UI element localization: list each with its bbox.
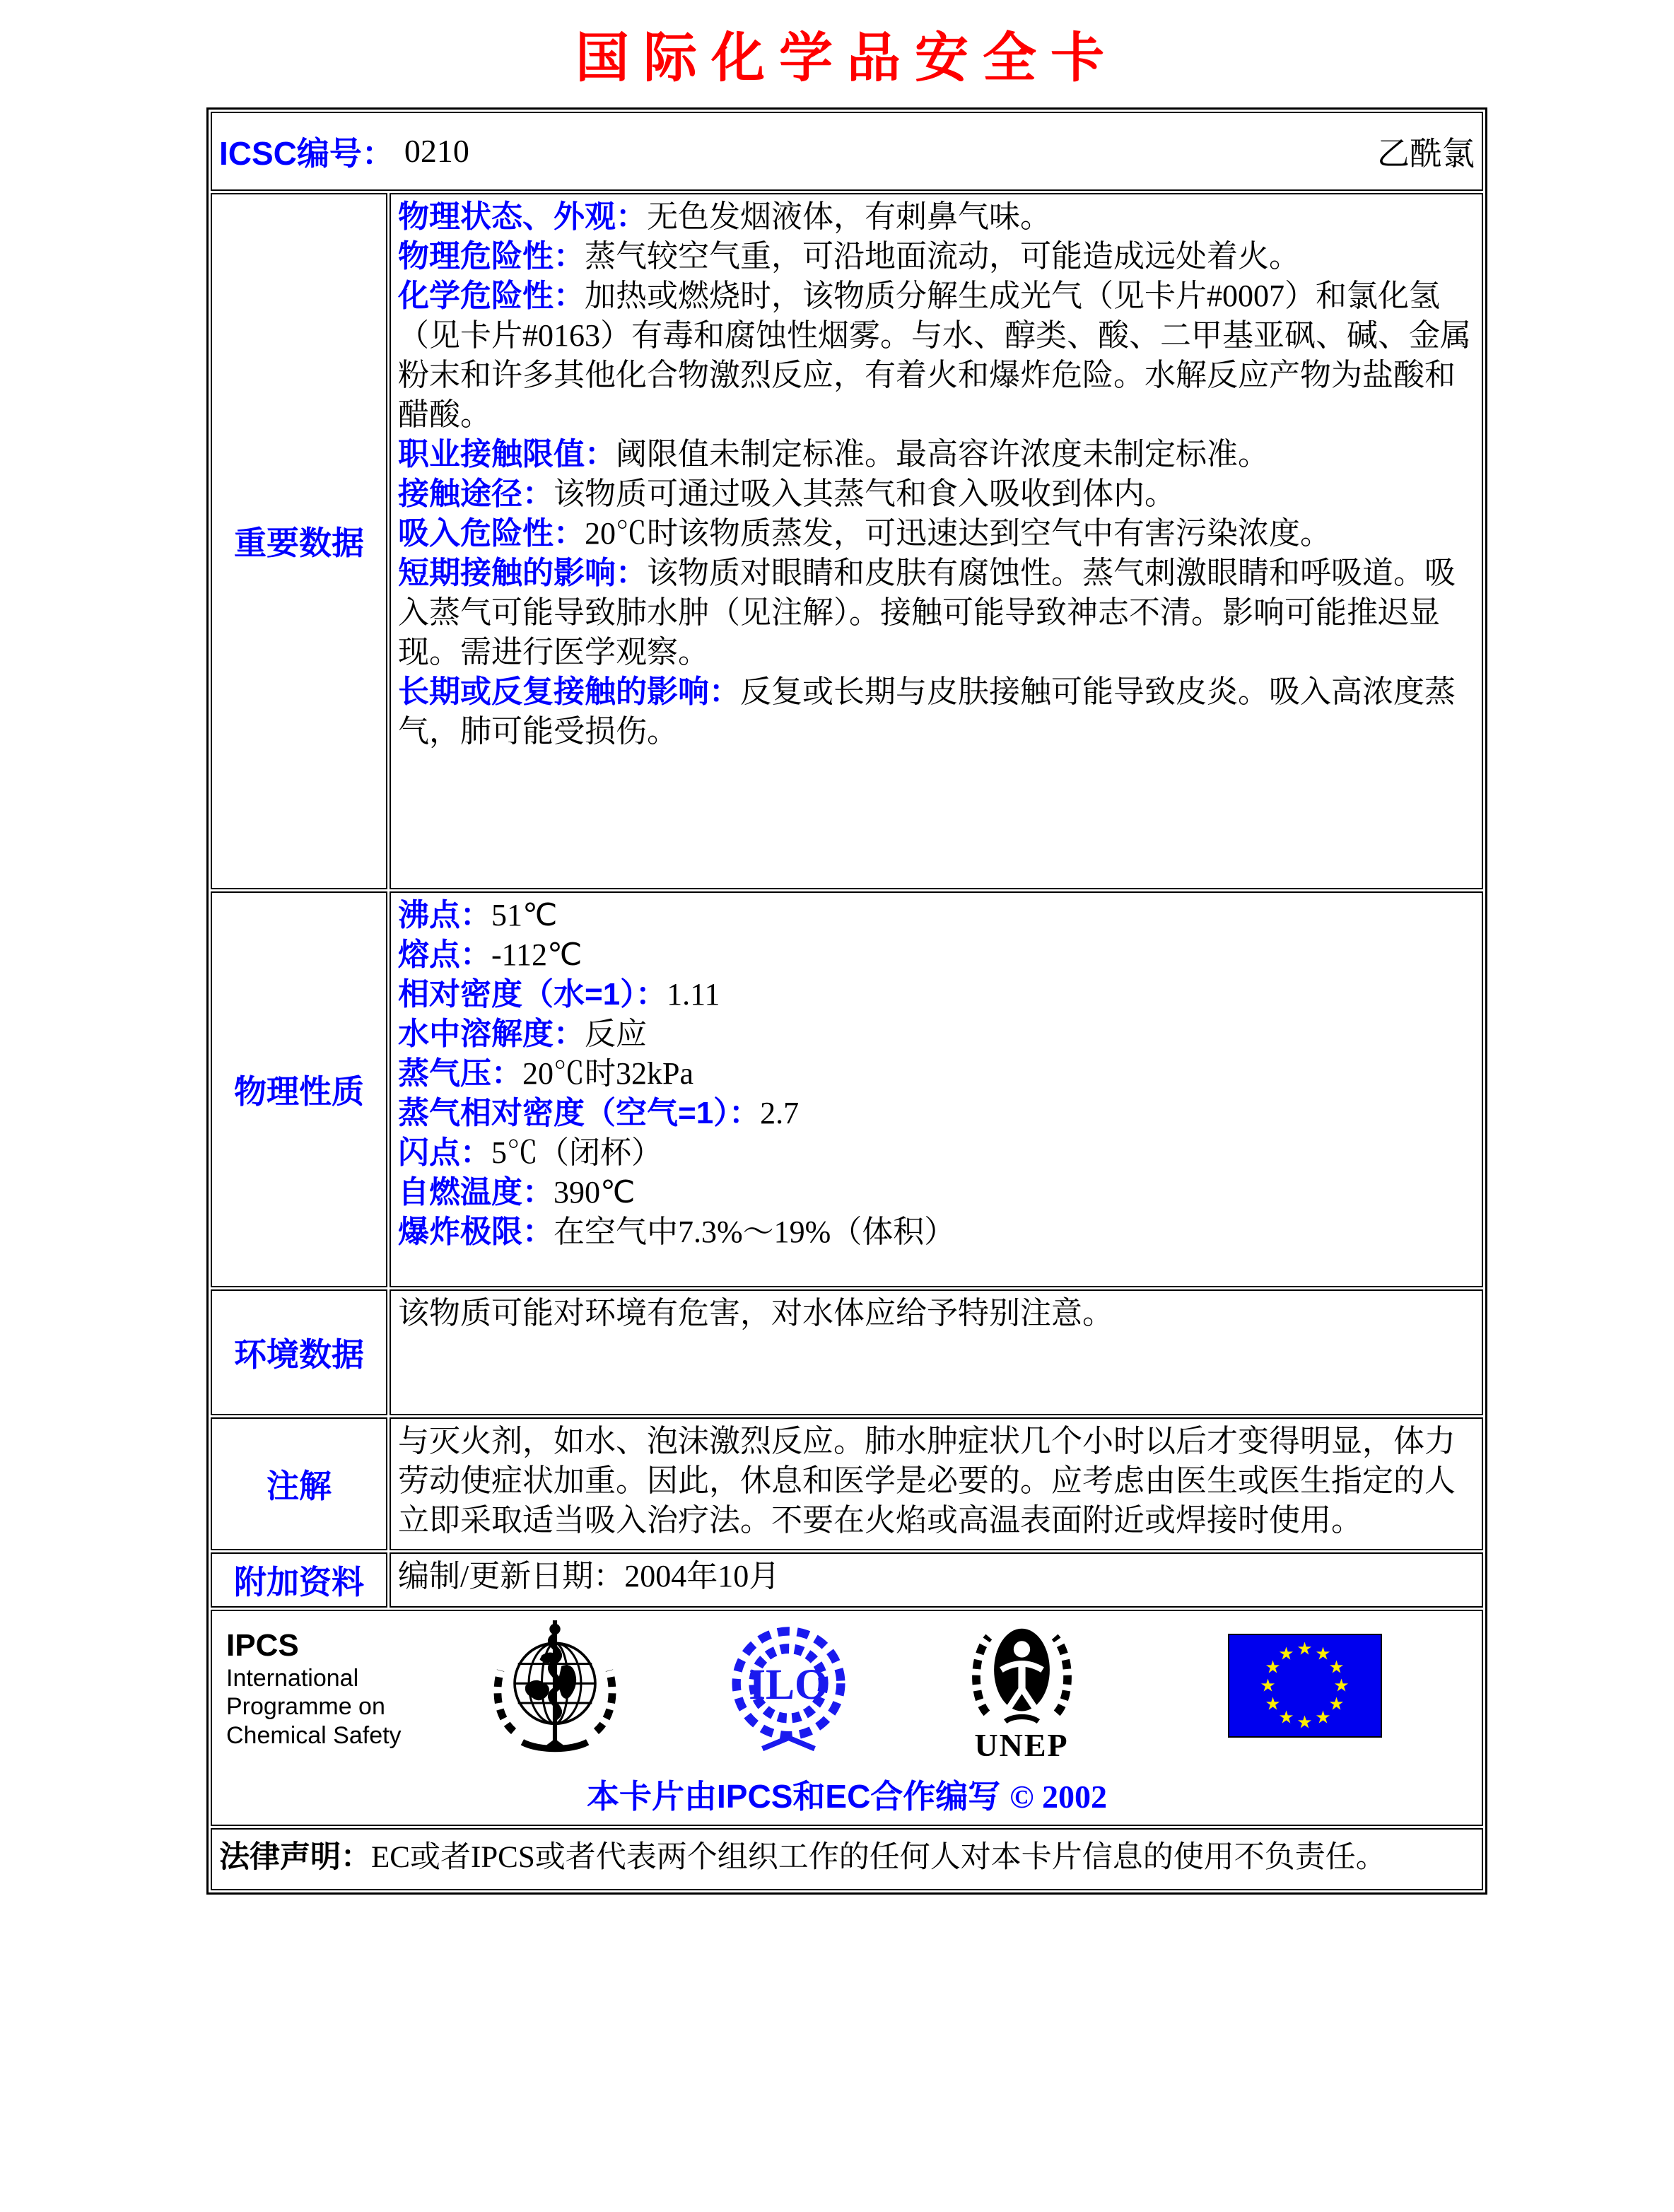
legal-row — [211, 1828, 1483, 1890]
field-row — [398, 975, 1475, 1014]
field-row — [398, 514, 1475, 554]
header-row — [211, 112, 1483, 191]
field-label: 物理危险性： — [398, 238, 585, 274]
icsc-number-label: ICSC编号： — [219, 134, 394, 172]
caption-copyright: © 2002 — [1009, 1778, 1107, 1815]
icsc-number-value: 0210 — [404, 133, 469, 170]
section-content-environmental-data: 该物质可能对环境有危害，对水体应给予特别注意。 — [390, 1289, 1483, 1415]
unep-logo-icon — [960, 1618, 1084, 1728]
section-content-important-data — [390, 193, 1483, 889]
field-value: 20℃时32kPa — [522, 1055, 693, 1091]
ilo-logo — [672, 1618, 905, 1760]
field-row — [398, 237, 1475, 276]
logos-strip — [222, 1618, 1472, 1763]
section-content-physical-properties — [390, 891, 1483, 1287]
section-row-additional-info — [211, 1552, 1483, 1608]
section-content-additional-info: 编制/更新日期：2004年10月 — [390, 1552, 1483, 1608]
icsc-card-page — [206, 30, 1487, 1895]
section-label-important-data: 重要数据 — [211, 193, 387, 889]
field-value: 加热或燃烧时，该物质分解生成光气（见卡片#0007）和氯化氢（见卡片#0163）有毒和腐蚀性烟雾。与水、醇类、酸、二甲基亚砜、碱、金属粉末和许多其他化合物激烈反应，有着火和爆炸危险。水解反应产物为盐酸和醋酸。 — [398, 278, 1471, 432]
field-value: 阈限值未制定标准。最高容许浓度未制定标准。 — [616, 436, 1269, 472]
ipcs-text-block — [222, 1618, 438, 1748]
header-cell — [211, 112, 1483, 191]
field-row — [398, 1094, 1475, 1133]
logos-cell — [211, 1610, 1483, 1826]
field-row — [398, 1173, 1475, 1212]
field-label: 吸入危险性： — [398, 515, 585, 551]
field-row — [398, 276, 1475, 435]
field-row — [398, 1133, 1475, 1173]
field-value: 在空气中7.3%～19%（体积） — [554, 1214, 956, 1249]
field-label: 化学危险性： — [398, 278, 585, 313]
field-label: 自燃温度： — [398, 1174, 554, 1210]
field-value: 51℃ — [491, 897, 558, 932]
field-row — [398, 1014, 1475, 1054]
field-label: 沸点： — [398, 897, 491, 932]
caption-text: 本卡片由IPCS和EC合作编写 — [587, 1777, 1001, 1815]
field-row — [398, 896, 1475, 935]
ipcs-line: Programme on — [226, 1693, 385, 1721]
field-label: 爆炸极限： — [398, 1214, 554, 1249]
section-label-notes: 注解 — [211, 1417, 387, 1550]
field-value: 20℃时该物质蒸发，可迅速达到空气中有害污染浓度。 — [585, 515, 1331, 551]
field-value: -112℃ — [491, 937, 583, 972]
eu-flag-icon — [1228, 1634, 1382, 1738]
field-row — [398, 672, 1475, 751]
section-label-additional-info: 附加资料 — [211, 1552, 387, 1608]
who-logo — [438, 1618, 672, 1760]
field-value: 无色发烟液体，有刺鼻气味。 — [647, 199, 1051, 234]
field-value: 5℃（闭杯） — [491, 1135, 662, 1170]
ipcs-line: International — [226, 1664, 359, 1692]
page-title: 国际化学品安全卡 — [575, 29, 1118, 88]
section-label-environmental-data: 环境数据 — [211, 1289, 387, 1415]
field-value: 反复或长期与皮肤接触可能导致皮炎。吸入高浓度蒸气，肺可能受损伤。 — [398, 674, 1456, 749]
field-label: 物理状态、外观： — [398, 199, 647, 234]
section-row-environmental-data — [211, 1289, 1483, 1415]
field-value: 1.11 — [667, 976, 720, 1012]
field-value: 蒸气较空气重，可沿地面流动，可能造成远处着火。 — [585, 238, 1300, 274]
icsc-card-table — [206, 107, 1487, 1895]
field-value: 该物质可通过吸入其蒸气和食入吸收到体内。 — [554, 476, 1176, 511]
field-label: 闪点： — [398, 1135, 491, 1170]
who-logo-icon — [488, 1618, 622, 1760]
section-label-physical-properties: 物理性质 — [211, 891, 387, 1287]
field-label: 接触途径： — [398, 476, 554, 511]
legal-text: EC或者IPCS或者代表两个组织工作的任何人对本卡片信息的使用不负责任。 — [371, 1840, 1386, 1874]
eu-flag — [1138, 1618, 1472, 1738]
section-row-important-data — [211, 193, 1483, 889]
field-row — [398, 935, 1475, 975]
field-value: 反应 — [585, 1016, 647, 1051]
logos-row — [211, 1610, 1483, 1826]
field-row — [398, 197, 1475, 237]
ipcs-name: IPCS — [226, 1627, 299, 1663]
field-label: 蒸气压： — [398, 1055, 522, 1091]
section-row-physical-properties — [211, 891, 1483, 1287]
field-row — [398, 435, 1475, 474]
field-label: 长期或反复接触的影响： — [398, 674, 740, 709]
unep-logo — [905, 1618, 1138, 1762]
icsc-number-group — [219, 128, 469, 175]
field-label: 相对密度（水=1）： — [398, 976, 667, 1012]
field-row — [398, 474, 1475, 514]
field-label: 水中溶解度： — [398, 1016, 585, 1051]
ipcs-line: Chemical Safety — [226, 1722, 402, 1750]
section-content-notes: 与灭火剂，如水、泡沫激烈反应。肺水肿症状几个小时以后才变得明显，体力劳动使症状加重。因此，休息和医学是必要的。应考虑由医生或医生指定的人立即采取适当吸入治疗法。不要在火焰或高温表面附近或焊接时使用。 — [390, 1417, 1483, 1550]
field-row — [398, 1054, 1475, 1094]
field-label: 职业接触限值： — [398, 436, 616, 472]
field-label: 熔点： — [398, 937, 491, 972]
field-row — [398, 554, 1475, 672]
legal-cell — [211, 1828, 1483, 1890]
field-value: 2.7 — [760, 1095, 800, 1130]
field-value: 390℃ — [554, 1174, 636, 1210]
legal-label: 法律声明： — [219, 1839, 371, 1874]
section-row-notes — [211, 1417, 1483, 1550]
field-label: 蒸气相对密度（空气=1）： — [398, 1095, 761, 1130]
ilo-logo-icon — [723, 1618, 854, 1760]
unep-logo-word: UNEP — [974, 1726, 1069, 1763]
field-row — [398, 1212, 1475, 1252]
chemical-name: 乙酰氯 — [1377, 135, 1475, 172]
logos-caption — [222, 1771, 1472, 1818]
ilo-logo-letters: ILO — [748, 1660, 829, 1709]
field-label: 短期接触的影响： — [398, 555, 647, 590]
field-value: 该物质对眼睛和皮肤有腐蚀性。蒸气刺激眼睛和呼吸道。吸入蒸气可能导致肺水肿（见注解）。接触可能导致神志不清。影响可能推迟显现。需进行医学观察。 — [398, 555, 1456, 669]
